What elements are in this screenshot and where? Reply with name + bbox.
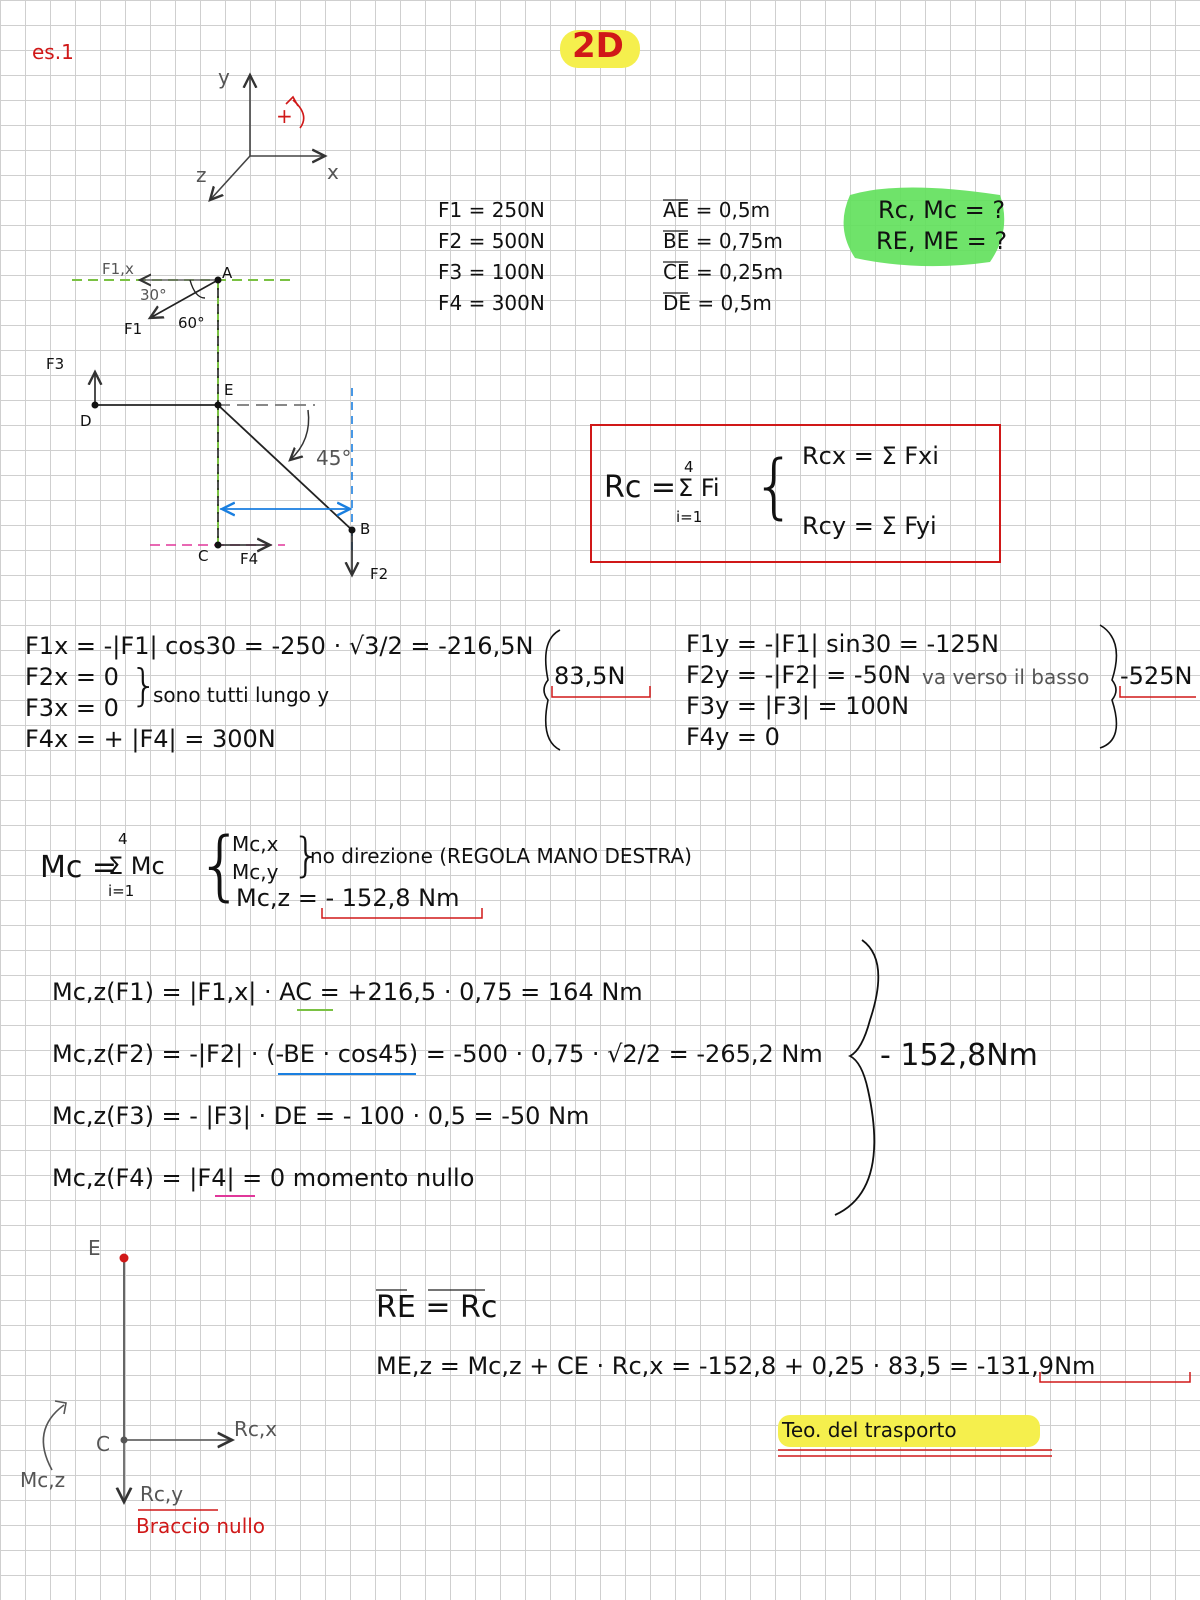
y-note: va verso il basso — [922, 665, 1090, 689]
resultant-sum-bottom: i=1 — [676, 508, 703, 526]
bottom-rcx-label: Rc,x — [234, 1417, 278, 1441]
moment-mcy: Mc,y — [232, 860, 279, 884]
re-equation: RE = Rc — [376, 1290, 498, 1325]
arm-note: Braccio nullo — [136, 1514, 266, 1538]
moment-line-f1: Mc,z(F1) = |F1,x| · AC = +216,5 · 0,75 = 164 Nm — [52, 978, 643, 1006]
angle-60-label: 60° — [178, 314, 205, 332]
page-title: 2D — [572, 26, 624, 66]
given-ae: AE = 0,5m — [663, 198, 771, 222]
axes-icon — [210, 75, 325, 200]
y-line-f3: F3y = |F3| = 100N — [686, 692, 910, 720]
x-line-f4: F4x = + |F4| = 300N — [25, 725, 276, 753]
point-b-label: B — [360, 520, 371, 538]
theorem-label: Teo. del trasporto — [782, 1418, 957, 1442]
given-de: DE = 0,5m — [663, 291, 772, 315]
axis-label-z: z — [196, 163, 207, 187]
y-result: -525N — [1120, 662, 1193, 690]
force-f2-label: F2 — [370, 565, 389, 583]
moment-sum-bottom: i=1 — [108, 882, 135, 900]
moment-mcx: Mc,x — [232, 832, 279, 856]
moment-brace — [835, 940, 878, 1215]
given-be: BE = 0,75m — [663, 229, 783, 253]
y-line-f1: F1y = -|F1| sin30 = -125N — [686, 630, 999, 658]
exercise-label: es.1 — [32, 40, 74, 64]
force-f1-label: F1 — [124, 320, 143, 338]
axis-label-y: y — [218, 65, 230, 89]
moment-note: no direzione (REGOLA MANO DESTRA) — [310, 844, 692, 868]
x-line-f2: F2x = 0 — [25, 663, 119, 691]
structure-diagram — [72, 277, 356, 576]
given-f3: F3 = 100N — [438, 260, 545, 284]
x-line-f1: F1x = -|F1| cos30 = -250 · √3/2 = -216,5N — [25, 632, 534, 660]
point-a-label: A — [222, 264, 233, 282]
given-ce: CE = 0,25m — [663, 260, 784, 284]
point-c-label: C — [198, 547, 209, 565]
resultant-lhs: Rc = — [604, 470, 677, 505]
force-f4-label: F4 — [240, 550, 259, 568]
x-result: 83,5N — [554, 662, 626, 690]
angle-45-label: 45° — [316, 446, 352, 470]
resultant-rcy: Rcy = Σ Fyi — [802, 512, 937, 540]
moment-brace-open: { — [196, 820, 245, 909]
point-d-label: D — [80, 412, 92, 430]
angle-30-label: 30° — [140, 286, 167, 304]
sign-convention: + — [276, 104, 293, 128]
bottom-c-label: C — [96, 1432, 110, 1456]
moment-lhs: Mc = — [40, 850, 118, 885]
force-f1x-label: F1,x — [102, 260, 134, 278]
bottom-e-label: E — [88, 1236, 101, 1260]
y-line-f2: F2y = -|F2| = -50N — [686, 661, 912, 689]
x-line-f3: F3x = 0 — [25, 694, 119, 722]
moment-xy-brace: } — [292, 828, 322, 882]
unknowns-e: RE, ME = ? — [876, 227, 1008, 255]
moment-mcz: Mc,z = - 152,8 Nm — [236, 884, 460, 912]
x-zero-brace: } — [130, 660, 158, 711]
moment-result: - 152,8Nm — [880, 1038, 1038, 1073]
resultant-rcx: Rcx = Σ Fxi — [802, 442, 939, 470]
resultant-sum-top: 4 — [684, 458, 694, 476]
moment-sum-top: 4 — [118, 830, 128, 848]
axis-label-x: x — [327, 160, 339, 184]
x-note: sono tutti lungo y — [153, 683, 330, 707]
bottom-rcy-label: Rc,y — [140, 1482, 184, 1506]
point-e-label: E — [224, 381, 234, 399]
y-line-f4: F4y = 0 — [686, 723, 780, 751]
given-f1: F1 = 250N — [438, 198, 545, 222]
resultant-sum: Σ Fi — [678, 474, 720, 502]
moment-line-f4: Mc,z(F4) = |F4| = 0 momento nullo — [52, 1164, 475, 1192]
resultant-box — [590, 424, 1001, 563]
moment-line-f3: Mc,z(F3) = - |F3| · DE = - 100 · 0,5 = -50 Nm — [52, 1102, 590, 1130]
given-f2: F2 = 500N — [438, 229, 545, 253]
y-brace — [1100, 625, 1116, 748]
resultant-brace: { — [752, 445, 797, 527]
bottom-diagram — [43, 1254, 232, 1511]
moment-sum: Σ Mc — [108, 852, 165, 880]
given-f4: F4 = 300N — [438, 291, 545, 315]
bottom-mcz-label: Mc,z — [20, 1468, 66, 1492]
unknowns-c: Rc, Mc = ? — [878, 196, 1006, 224]
moment-line-f2: Mc,z(F2) = -|F2| · (-BE · cos45) = -500 · 0,75 · √2/2 = -265,2 Nm — [52, 1040, 823, 1068]
force-f3-label: F3 — [46, 355, 65, 373]
me-equation: ME,z = Mc,z + CE · Rc,x = -152,8 + 0,25 · 83,5 = -131,9Nm — [376, 1352, 1096, 1380]
